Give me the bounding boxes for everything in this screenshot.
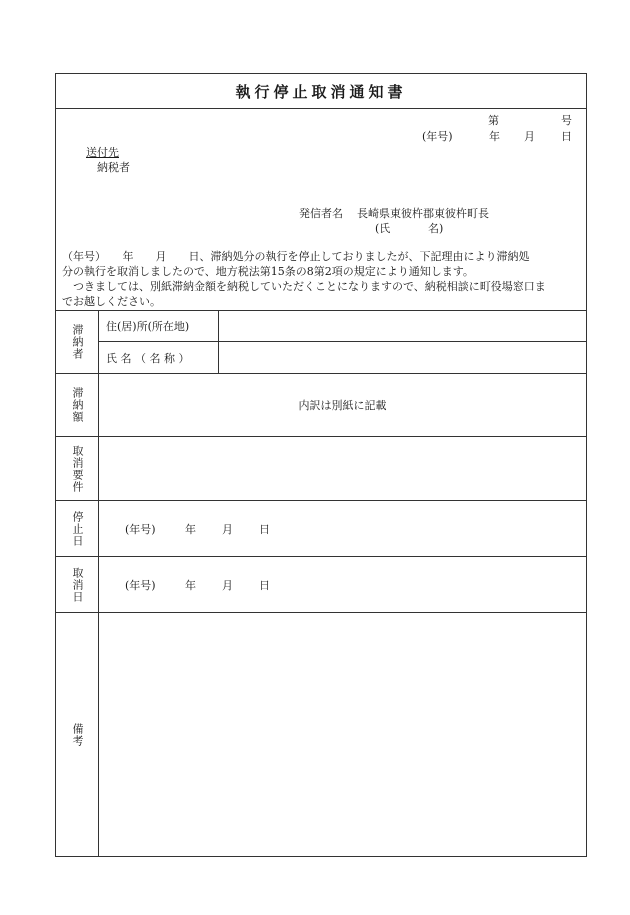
issue-era: (年号) (422, 130, 453, 143)
issue-year: 年 (489, 130, 500, 143)
stop-date (125, 521, 270, 537)
remarks-label: 備考 (71, 722, 84, 747)
cancel-date-day: 日 (259, 578, 270, 592)
remarks-row (56, 613, 586, 856)
issue-month: 月 (524, 130, 535, 143)
taxpayer-row-label: 滞納者 (71, 324, 84, 360)
amount-value: 内訳は別紙に記載 (298, 399, 387, 412)
cancel-date (125, 577, 270, 593)
stop-date-label: 停止日 (71, 510, 84, 547)
cancel-date-label: 取消日 (71, 566, 84, 603)
reason-cell (99, 437, 586, 500)
body-line-2: 分の執行を取消しましたので、地方税法第15条の8第2項の規定により通知します。 (62, 265, 474, 278)
address-subrow (99, 311, 586, 342)
taxpayer-row (56, 311, 586, 374)
reason-label: 取消要件 (71, 444, 84, 493)
form-title: 執行停止取消通知書 (56, 74, 586, 109)
number-suffix: 号 (561, 114, 572, 127)
stop-date-year: 年 (185, 522, 196, 536)
name-subrow (99, 342, 586, 374)
sender-name: 長崎県東彼杵郡東彼杵町長 (357, 207, 489, 220)
cancel-date-month: 月 (222, 578, 233, 592)
notice-form (55, 73, 587, 857)
stop-date-month: 月 (222, 522, 233, 536)
sender-person-close: 名) (428, 222, 444, 235)
stop-date-era: (年号) (125, 522, 156, 536)
issue-day: 日 (561, 130, 572, 143)
recipient-label: 送付先 (86, 146, 119, 159)
address-label: 住(居)所(所在地) (99, 311, 219, 341)
sender-label: 発信者名 (299, 207, 343, 220)
amount-row (56, 374, 586, 437)
amount-label: 滞納額 (71, 387, 84, 423)
cancel-date-year: 年 (185, 578, 196, 592)
remarks-cell (99, 613, 586, 856)
stop-date-row (56, 501, 586, 557)
body-line-3: つきましては、別紙滞納金額を納税していただくことになりますので、納税相談に町役場窓口ま (62, 280, 546, 293)
notice-body (62, 249, 580, 309)
stop-date-day: 日 (259, 522, 270, 536)
sender-person-open: (氏 (375, 222, 391, 235)
taxpayer-label: 納税者 (97, 161, 130, 174)
body-line-4: でお越しください。 (62, 295, 161, 308)
name-label: 氏 名 （ 名 称 ） (99, 342, 219, 374)
number-prefix: 第 (488, 114, 499, 127)
cancel-date-era: (年号) (125, 578, 156, 592)
cancel-date-row (56, 557, 586, 613)
form-header (56, 109, 586, 311)
body-line-1: （年号） 年 月 日、滞納処分の執行を停止しておりましたが、下記理由により滞納処 (62, 250, 530, 263)
reason-row (56, 437, 586, 501)
